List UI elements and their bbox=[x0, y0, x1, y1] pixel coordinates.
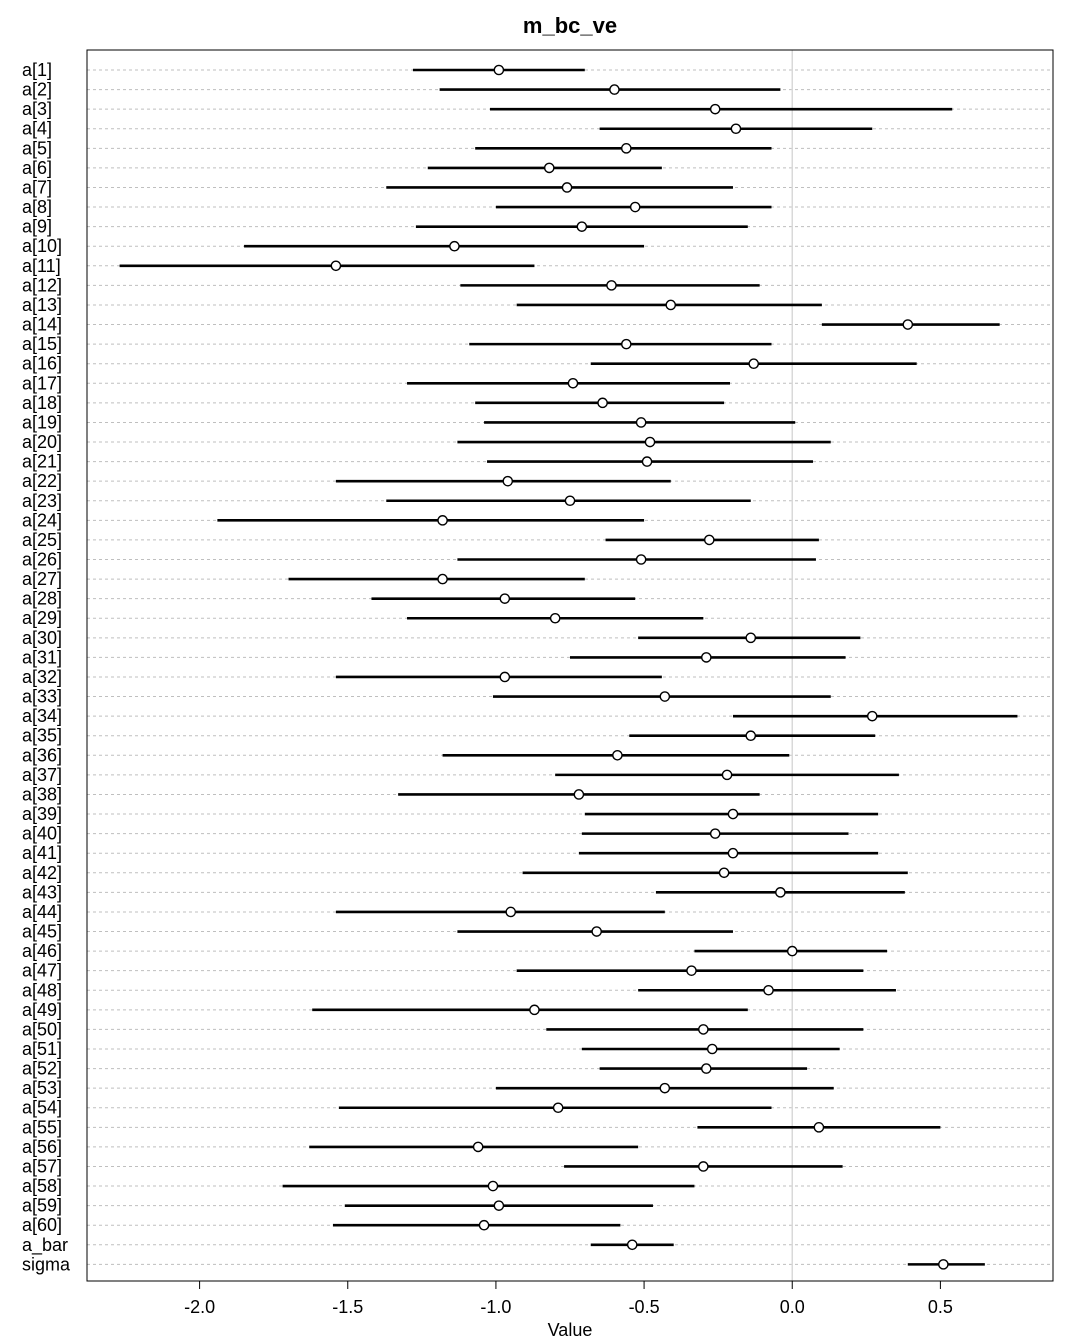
mean-point bbox=[719, 868, 728, 877]
mean-point bbox=[746, 633, 755, 642]
param-label: a[7] bbox=[22, 177, 53, 198]
mean-point bbox=[788, 947, 797, 956]
mean-point bbox=[645, 437, 654, 446]
x-tick-label: -0.5 bbox=[628, 1297, 660, 1317]
param-label: a[8] bbox=[22, 197, 53, 218]
mean-point bbox=[637, 418, 646, 427]
param-label: sigma bbox=[22, 1254, 71, 1275]
param-label: a[4] bbox=[22, 118, 53, 139]
mean-point bbox=[622, 340, 631, 349]
param-label: a[37] bbox=[22, 764, 63, 785]
mean-point bbox=[939, 1260, 948, 1269]
param-label: a[38] bbox=[22, 784, 63, 805]
mean-point bbox=[551, 614, 560, 623]
param-label: a[44] bbox=[22, 901, 63, 922]
param-label: a[17] bbox=[22, 373, 63, 394]
param-label: a[9] bbox=[22, 216, 53, 237]
mean-point bbox=[562, 183, 571, 192]
param-label: a[18] bbox=[22, 392, 63, 413]
param-label: a[54] bbox=[22, 1097, 63, 1118]
param-label: a[42] bbox=[22, 862, 63, 883]
param-label: a[46] bbox=[22, 941, 63, 962]
mean-point bbox=[577, 222, 586, 231]
x-tick-label: 0.0 bbox=[779, 1297, 805, 1317]
param-label: a[24] bbox=[22, 510, 63, 531]
param-label: a[48] bbox=[22, 980, 63, 1001]
mean-point bbox=[711, 829, 720, 838]
mean-point bbox=[438, 516, 447, 525]
param-label: a[14] bbox=[22, 314, 63, 335]
param-label: a[43] bbox=[22, 882, 63, 903]
mean-point bbox=[749, 359, 758, 368]
param-label: a[13] bbox=[22, 294, 63, 315]
param-label: a[45] bbox=[22, 921, 63, 942]
mean-point bbox=[503, 477, 512, 486]
param-label: a[6] bbox=[22, 157, 53, 178]
param-label: a[58] bbox=[22, 1176, 63, 1197]
mean-point bbox=[598, 398, 607, 407]
mean-point bbox=[728, 849, 737, 858]
mean-point bbox=[660, 1084, 669, 1093]
param-label: a[5] bbox=[22, 138, 53, 159]
mean-point bbox=[705, 535, 714, 544]
param-label: a[23] bbox=[22, 490, 63, 511]
param-label: a[15] bbox=[22, 334, 63, 355]
x-tick-label: -1.0 bbox=[480, 1297, 512, 1317]
mean-point bbox=[592, 927, 601, 936]
param-label: a[56] bbox=[22, 1136, 63, 1157]
param-label: a[10] bbox=[22, 236, 63, 257]
mean-point bbox=[488, 1181, 497, 1190]
mean-point bbox=[702, 653, 711, 662]
param-label: a[52] bbox=[22, 1058, 63, 1079]
param-label: a[12] bbox=[22, 275, 63, 296]
param-label: a[34] bbox=[22, 706, 63, 727]
param-label: a[59] bbox=[22, 1195, 63, 1216]
param-label: a[19] bbox=[22, 412, 63, 433]
mean-point bbox=[868, 712, 877, 721]
mean-point bbox=[631, 202, 640, 211]
mean-point bbox=[479, 1221, 488, 1230]
mean-point bbox=[814, 1123, 823, 1132]
mean-point bbox=[574, 790, 583, 799]
mean-point bbox=[500, 594, 509, 603]
mean-point bbox=[776, 888, 785, 897]
mean-point bbox=[711, 105, 720, 114]
param-label: a[20] bbox=[22, 432, 63, 453]
mean-point bbox=[722, 770, 731, 779]
param-label: a[50] bbox=[22, 1019, 63, 1040]
param-label: a[55] bbox=[22, 1117, 63, 1138]
param-label: a[30] bbox=[22, 627, 63, 648]
mean-point bbox=[438, 574, 447, 583]
mean-point bbox=[764, 986, 773, 995]
param-label: a[57] bbox=[22, 1156, 63, 1177]
mean-point bbox=[500, 672, 509, 681]
param-label: a[31] bbox=[22, 647, 63, 668]
param-label: a[26] bbox=[22, 549, 63, 570]
mean-point bbox=[607, 281, 616, 290]
mean-point bbox=[746, 731, 755, 740]
param-label: a[3] bbox=[22, 99, 53, 120]
param-label: a[33] bbox=[22, 686, 63, 707]
mean-point bbox=[565, 496, 574, 505]
mean-point bbox=[731, 124, 740, 133]
param-label: a[36] bbox=[22, 745, 63, 766]
x-tick-label: -2.0 bbox=[184, 1297, 216, 1317]
param-label: a[27] bbox=[22, 569, 63, 590]
x-axis-label: Value bbox=[547, 1320, 593, 1340]
mean-point bbox=[702, 1064, 711, 1073]
param-label: a[22] bbox=[22, 471, 63, 492]
mean-point bbox=[506, 907, 515, 916]
param-label: a[39] bbox=[22, 804, 63, 825]
mean-point bbox=[474, 1142, 483, 1151]
param-label: a[28] bbox=[22, 588, 63, 609]
mean-point bbox=[637, 555, 646, 564]
mean-point bbox=[622, 144, 631, 153]
mean-point bbox=[903, 320, 912, 329]
mean-point bbox=[568, 379, 577, 388]
param-label: a[49] bbox=[22, 999, 63, 1020]
mean-point bbox=[699, 1162, 708, 1171]
param-label: a[51] bbox=[22, 1039, 63, 1059]
mean-point bbox=[613, 751, 622, 760]
param-label: a[29] bbox=[22, 608, 63, 629]
param-label: a[60] bbox=[22, 1215, 63, 1236]
mean-point bbox=[494, 65, 503, 74]
mean-point bbox=[699, 1025, 708, 1034]
chart-title: m_bc_ve bbox=[522, 13, 618, 38]
mean-point bbox=[494, 1201, 503, 1210]
x-tick-label: 0.5 bbox=[927, 1297, 953, 1317]
param-label: a[16] bbox=[22, 353, 63, 374]
mean-point bbox=[530, 1005, 539, 1014]
mean-point bbox=[554, 1103, 563, 1112]
mean-point bbox=[660, 692, 669, 701]
mean-point bbox=[642, 457, 651, 466]
param-label: a[2] bbox=[22, 79, 53, 100]
mean-point bbox=[708, 1044, 717, 1053]
mean-point bbox=[666, 300, 675, 309]
mean-point bbox=[628, 1240, 637, 1249]
param-label: a[25] bbox=[22, 529, 63, 550]
param-label: a[40] bbox=[22, 823, 63, 844]
param-label: a[32] bbox=[22, 666, 63, 687]
x-tick-label: -1.5 bbox=[332, 1297, 364, 1317]
param-label: a[53] bbox=[22, 1078, 63, 1099]
param-label: a[1] bbox=[22, 60, 53, 80]
mean-point bbox=[728, 809, 737, 818]
param-label: a[41] bbox=[22, 843, 63, 864]
mean-point bbox=[687, 966, 696, 975]
param-label: a[47] bbox=[22, 960, 63, 981]
mean-point bbox=[450, 242, 459, 251]
param-label: a[21] bbox=[22, 451, 63, 472]
param-label: a_bar bbox=[22, 1234, 69, 1255]
mean-point bbox=[610, 85, 619, 94]
mean-point bbox=[545, 163, 554, 172]
mean-point bbox=[331, 261, 340, 270]
param-label: a[11] bbox=[22, 255, 61, 276]
param-label: a[35] bbox=[22, 725, 63, 746]
